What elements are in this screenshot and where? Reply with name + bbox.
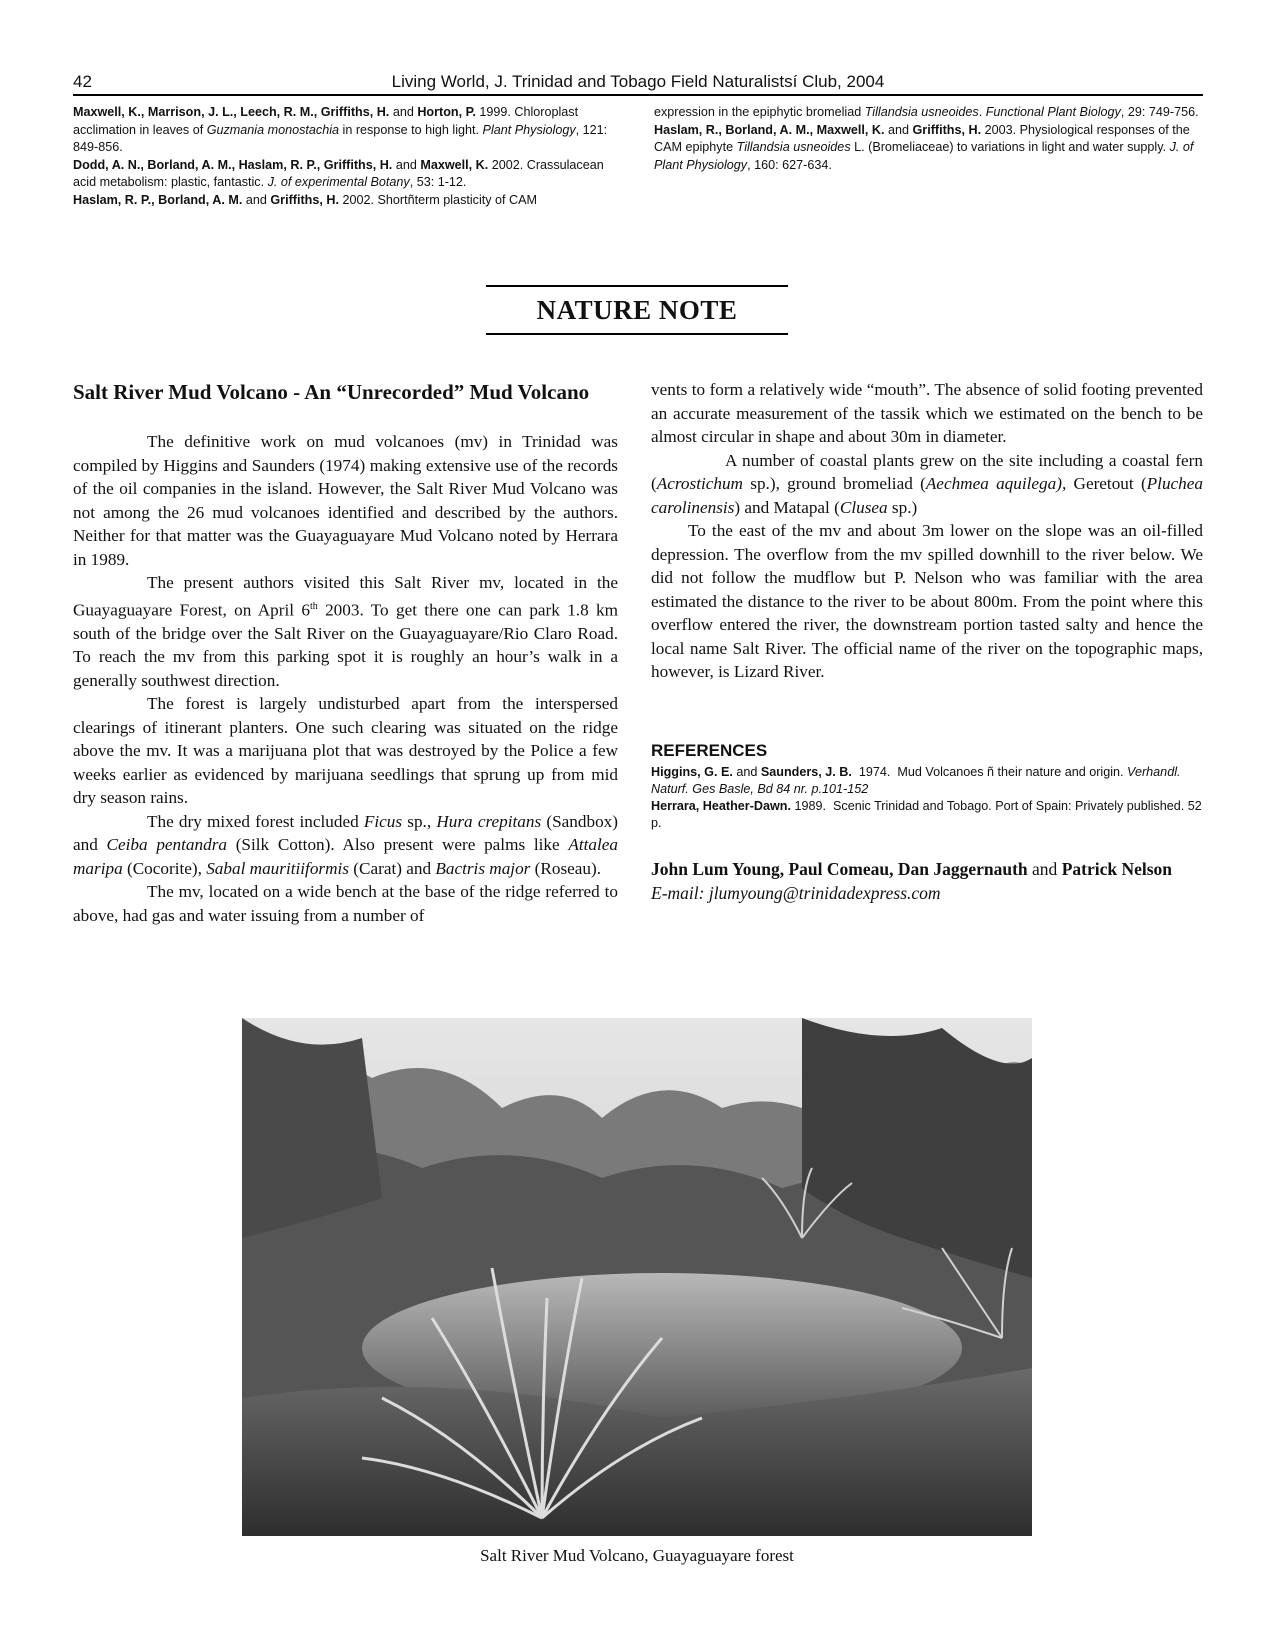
- author-email: E-mail: jlumyoung@trinidadexpress.com: [651, 883, 941, 903]
- article-title: Salt River Mud Volcano - An “Unrecorded” Mud Volcano: [73, 380, 590, 404]
- top-references-left: [73, 104, 621, 209]
- reference-entry: Dodd, A. N., Borland, A. M., Haslam, R. P., Griffiths, H. and Maxwell, K. 2002. Crassulacean acid metabolism: plastic, fantastic. J. of experimental Botany, 53: 1-12.: [73, 157, 604, 189]
- article-column-left: [73, 378, 618, 927]
- article-column-right: [651, 378, 1203, 905]
- top-references-right: [654, 104, 1203, 174]
- page-number: 42: [73, 72, 92, 91]
- reference-entry: Maxwell, K., Marrison, J. L., Leech, R. M., Griffiths, H. and Horton, P. 1999. Chloroplast acclimation in leaves of Guzmania monostachia in response to high light. Plant Physiology, 121: 849-856.: [73, 105, 608, 154]
- paragraph: The dry mixed forest included Ficus sp., Hura crepitans (Sandbox) and Ceiba pentandra (Silk Cotton). Also present were palms like Attalea maripa (Cocorite), Sabal mauritiiformis (Carat) and Bactris major (Roseau).: [73, 811, 618, 878]
- reference-entry: Higgins, G. E. and Saunders, J. B. 1974. Mud Volcanoes ñ their nature and origin. Verhandl. Naturf. Ges Basle, Bd 84 nr. p.101-152: [651, 765, 1181, 796]
- paragraph: The forest is largely undisturbed apart from the interspersed clearings of itinerant planters. One such clearing was situated on the ridge above the mv. It was a marijuana plot that was destroyed by the Police a few weeks earlier as evidenced by marijuana seedlings that sprung up from mid dry season rains.: [73, 694, 618, 808]
- references-heading: REFERENCES: [651, 740, 768, 760]
- paragraph: The present authors visited this Salt River mv, located in the Guayaguayare Forest, on April 6th 2003. To get there one can park 1.8 km south of the bridge over the Salt River on the Guayaguayare/Rio Claro Road. To reach the mv from this parking spot it is roughly an hour’s walk in a generally southwest direction.: [73, 573, 618, 690]
- paragraph: vents to form a relatively wide “mouth”. The absence of solid footing prevented an accurate measurement of the tassik which we estimated on the bench to be almost circular in shape and about 30m in diameter.: [651, 380, 1203, 446]
- section-heading-box: [486, 285, 788, 335]
- reference-entry: Haslam, R., Borland, A. M., Maxwell, K. and Griffiths, H. 2003. Physiological responses of the CAM epiphyte Tillandsia usneoides L. (Bromeliaceae) to variations in light and water supply. J. of Plant Physiology, 160: 627-634.: [654, 122, 1194, 172]
- journal-title: Living World, J. Trinidad and Tobago Field Naturalistsí Club, 2004: [391, 72, 885, 91]
- reference-entry: expression in the epiphytic bromeliad Tillandsia usneoides. Functional Plant Biology, 29: 749-756.: [654, 105, 1199, 119]
- references-list: [651, 764, 1203, 832]
- mud-volcano-photo: [242, 1018, 1032, 1536]
- paragraph: A number of coastal plants grew on the site including a coastal fern (Acrostichum sp.), ground bromeliad (Aechmea aquilega), Geretout (Pluchea carolinensis) and Matapal (Clusea sp.): [651, 450, 1203, 517]
- reference-entry: Haslam, R. P., Borland, A. M. and Griffiths, H. 2002. Shortñterm plasticity of CAM: [73, 192, 538, 207]
- running-header: [73, 70, 1203, 96]
- paragraph: The mv, located on a wide bench at the base of the ridge referred to above, had gas and water issuing from a number of: [73, 882, 618, 925]
- section-heading: NATURE NOTE: [536, 295, 738, 325]
- reference-entry: Herrara, Heather-Dawn. 1989. Scenic Trinidad and Tobago. Port of Spain: Privately published. 52 p.: [651, 799, 1202, 830]
- paragraph: To the east of the mv and about 3m lower on the slope was an oil-filled depression. The overflow from the mv spilled downhill to the river below. We did not follow the mudflow but P. Nelson who was familiar with the area estimated the distance to the river to be about 800m. From the point where this overflow entered the river, the downstream portion tasted salty and hence the local name Salt River. The official name of the river on the topographic maps, however, is Lizard River.: [651, 521, 1203, 681]
- paragraph: The definitive work on mud volcanoes (mv) in Trinidad was compiled by Higgins and Saunders (1974) making extensive use of the records of the oil companies in the island. However, the Salt River Mud Volcano was not among the 26 mud volcanoes identified and described by the authors. Neither for that matter was the Guayaguayare Mud Volcano noted by Herrara in 1989.: [73, 432, 618, 569]
- author-list: John Lum Young, Paul Comeau, Dan Jaggernauth and Patrick Nelson: [651, 859, 1173, 879]
- figure-caption: Salt River Mud Volcano, Guayaguayare forest: [480, 1546, 794, 1565]
